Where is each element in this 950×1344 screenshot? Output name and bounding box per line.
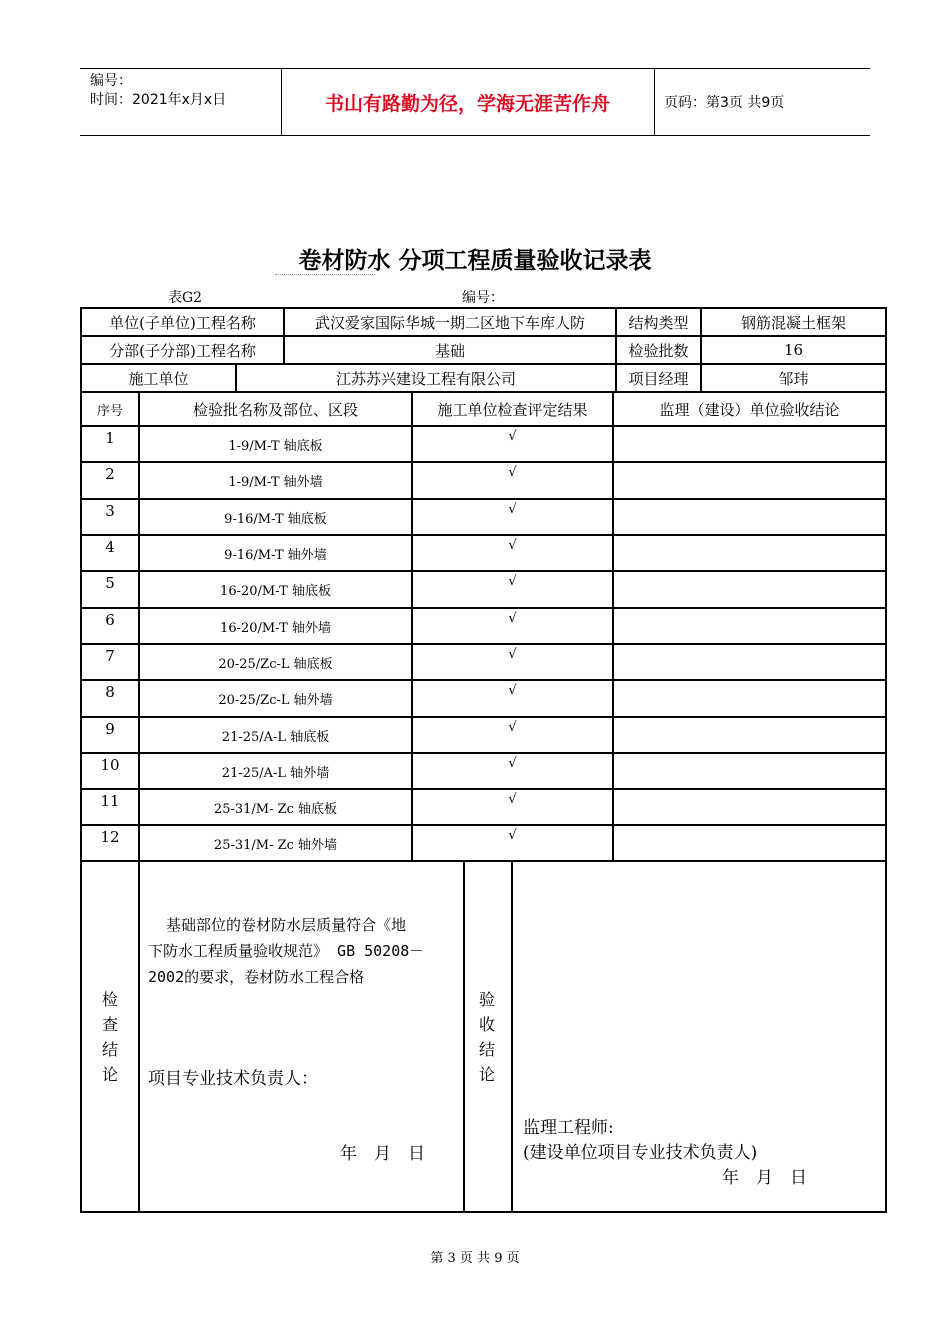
- batch-count-value: 16: [783, 341, 804, 359]
- structure-type-label: 结构类型: [628, 313, 689, 332]
- header-meta: [90, 72, 226, 110]
- row-number: 3: [105, 502, 115, 520]
- contractor-result-check: √: [508, 538, 517, 553]
- row-number: 4: [105, 538, 115, 556]
- table-code: 表G2: [168, 290, 203, 306]
- page-header: [80, 68, 870, 136]
- accept-conclusion-label: 验 收 结 论: [478, 990, 495, 1084]
- record-number-label: 编号：: [462, 290, 504, 306]
- contractor-result-check: √: [508, 574, 517, 589]
- batch-name: 9-16/M-T 轴底板: [224, 511, 327, 527]
- document-title: 卷材防水 分项工程质量验收记录表: [298, 248, 652, 274]
- structure-type-value: 钢筋混凝土框架: [740, 313, 846, 332]
- contractor-result-check: √: [508, 611, 517, 626]
- accept-date: 年 月 日: [722, 1168, 807, 1188]
- row-number: 12: [100, 828, 120, 846]
- batch-name: 1-9/M-T 轴外墙: [228, 475, 323, 490]
- batch-name: 1-9/M-T 轴底板: [228, 438, 323, 454]
- batch-name: 20-25/Zc-L 轴外墙: [218, 693, 333, 708]
- inspect-conclusion-text: 基础部位的卷材防水层质量符合《地 下防水工程质量验收规范》 GB 50208－ 2002的要求，卷材防水工程合格: [148, 916, 425, 986]
- contractor-label: 施工单位: [128, 369, 189, 388]
- title-underline: [275, 274, 375, 275]
- header-page-number: 页码：第3页 共9页: [664, 95, 785, 111]
- header-motto: 书山有路勤为径，学海无涯苦作舟: [324, 92, 610, 115]
- inspection-record-table: [80, 307, 887, 1213]
- batch-count-label: 检验批数: [628, 341, 689, 360]
- header-number: 编号：: [90, 73, 132, 89]
- row-number: 5: [105, 574, 115, 592]
- builder-tech-lead-signature: (建设单位项目专业技术负责人): [523, 1143, 758, 1163]
- tech-lead-signature: 项目专业技术负责人：: [148, 1069, 318, 1089]
- row-number: 11: [100, 792, 120, 810]
- supervisor-engineer-signature: 监理工程师:: [523, 1118, 614, 1138]
- contractor-result-check: √: [508, 828, 517, 843]
- batch-name: 21-25/A-L 轴外墙: [221, 765, 330, 781]
- row-number: 7: [105, 647, 115, 665]
- row-number: 1: [105, 429, 115, 447]
- column-header-supervisor-result: 监理（建设）单位验收结论: [659, 400, 840, 419]
- row-number: 9: [105, 720, 115, 738]
- column-header-contractor-result: 施工单位检查评定结果: [437, 400, 588, 419]
- contractor-result-check: √: [508, 792, 517, 807]
- contractor-result-check: √: [508, 429, 517, 444]
- inspect-date: 年 月 日: [340, 1144, 425, 1164]
- batch-name: 25-31/M- Zc 轴底板: [213, 801, 338, 817]
- column-header-batch: 检验批名称及部位、区段: [192, 400, 358, 419]
- contractor-value: 江苏苏兴建设工程有限公司: [335, 369, 516, 388]
- division-value: 基础: [434, 341, 465, 360]
- page-footer: 第 3 页 共 9 页: [430, 1251, 520, 1266]
- row-number: 8: [105, 683, 115, 701]
- contractor-result-check: √: [508, 720, 517, 735]
- row-number: 6: [105, 611, 115, 629]
- batch-name: 25-31/M- Zc 轴外墙: [213, 837, 338, 853]
- row-number: 10: [100, 756, 120, 774]
- batch-name: 21-25/A-L 轴底板: [221, 729, 330, 745]
- unit-label: 单位(子单位)工程名称: [109, 313, 256, 332]
- batch-name: 16-20/M-T 轴外墙: [220, 620, 331, 636]
- project-manager-value: 邹玮: [778, 369, 809, 388]
- batch-name: 16-20/M-T 轴底板: [220, 584, 331, 599]
- contractor-result-check: √: [508, 756, 517, 771]
- division-label: 分部(子分部)工程名称: [109, 341, 256, 360]
- contractor-result-check: √: [508, 465, 517, 480]
- batch-name: 20-25/Zc-L 轴底板: [218, 656, 333, 672]
- contractor-result-check: √: [508, 647, 517, 662]
- header-divider: [654, 68, 655, 136]
- contractor-result-check: √: [508, 683, 517, 698]
- row-number: 2: [105, 465, 115, 483]
- header-time: 时间：2021年x月x日: [90, 92, 227, 108]
- contractor-result-check: √: [508, 502, 517, 517]
- inspect-conclusion-label: 检 查 结 论: [101, 990, 118, 1084]
- batch-name: 9-16/M-T 轴外墙: [224, 547, 327, 563]
- unit-value: 武汉爱家国际华城一期二区地下车库人防: [314, 313, 585, 332]
- column-header-no: 序号: [96, 403, 123, 419]
- project-manager-label: 项目经理: [628, 369, 689, 388]
